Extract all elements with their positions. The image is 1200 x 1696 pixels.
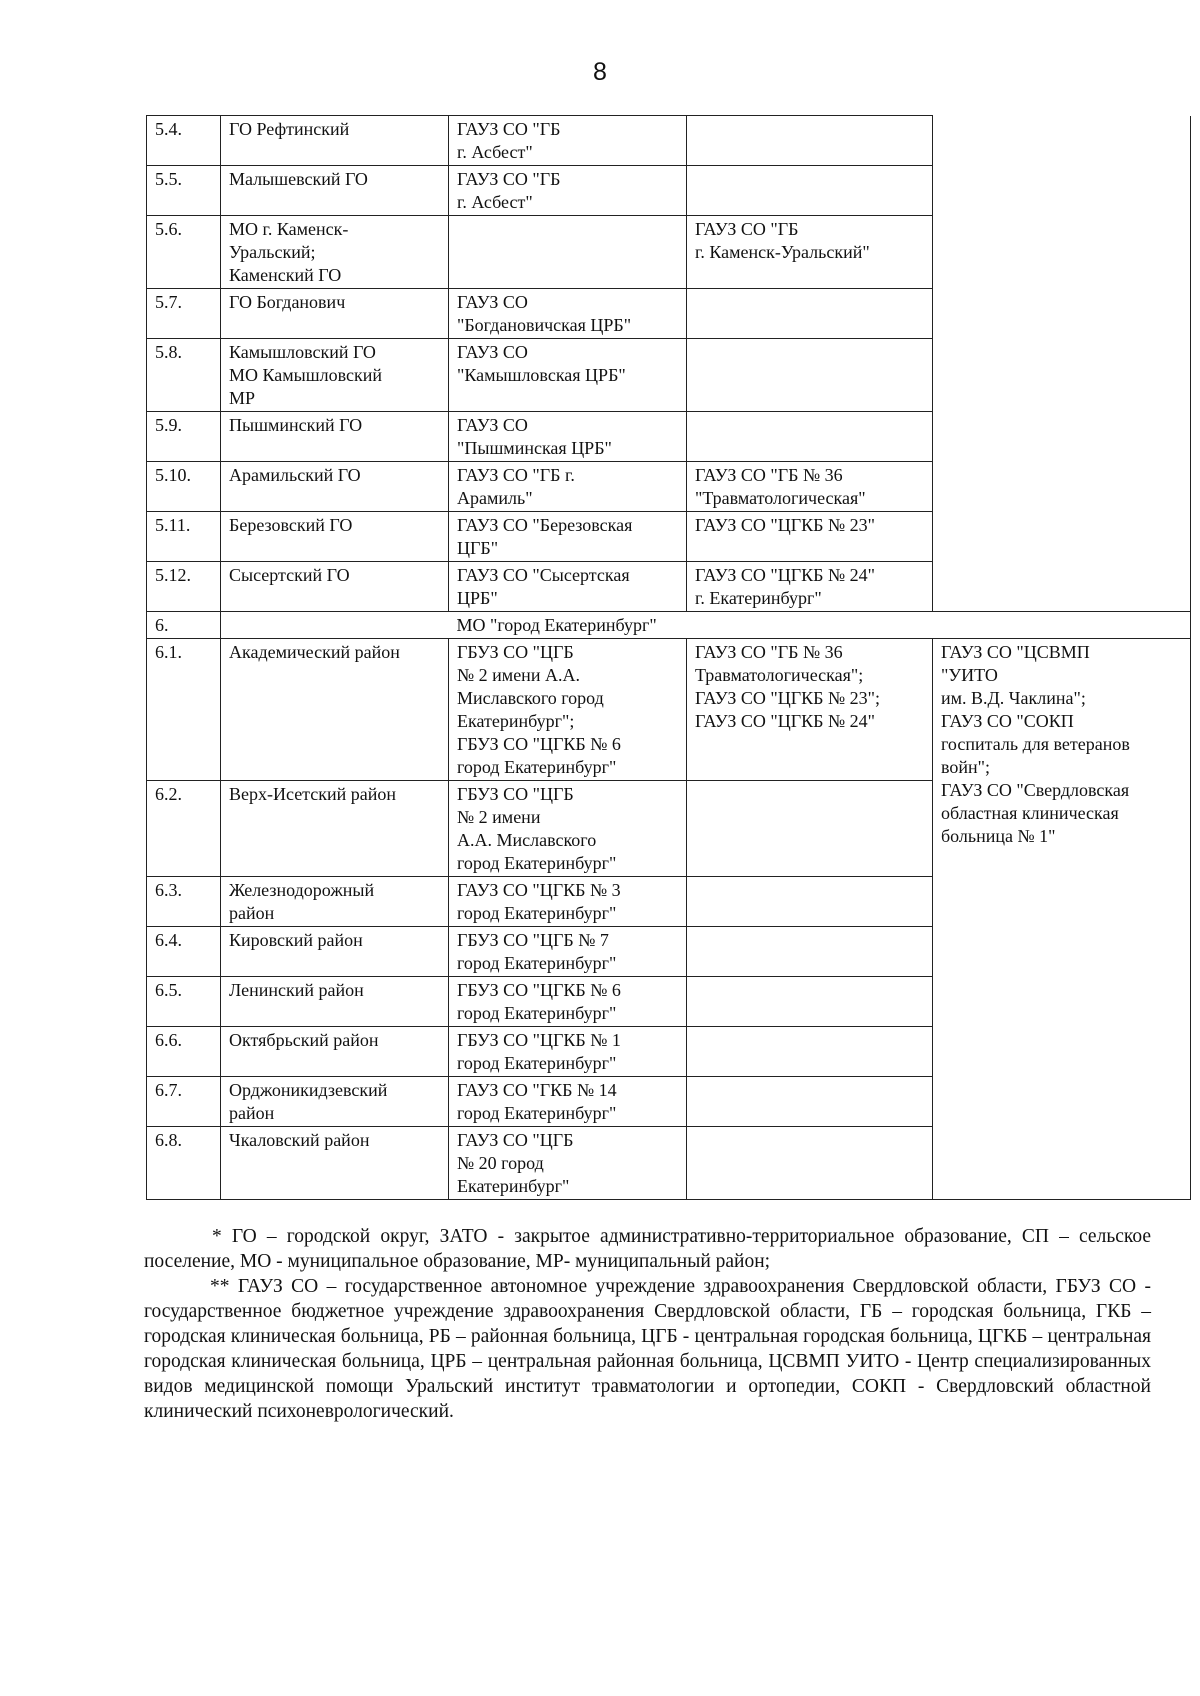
primary-hospital-cell: ГАУЗ СО "ЦГКБ № 3 город Екатеринбург" [449, 877, 687, 927]
secondary-hospital-cell: ГАУЗ СО "ГБ г. Каменск-Уральский" [687, 216, 933, 289]
municipality-cell: ГО Богданович [221, 289, 449, 339]
row-number: 6.2. [147, 781, 221, 877]
row-number: 6.4. [147, 927, 221, 977]
tertiary-hospital-cell [933, 562, 1191, 612]
row-number: 6.1. [147, 639, 221, 781]
tertiary-hospital-cell [933, 462, 1191, 512]
table-row [147, 339, 1191, 412]
row-number: 5.7. [147, 289, 221, 339]
district-cell: Чкаловский район [221, 1127, 449, 1200]
row-number: 5.10. [147, 462, 221, 512]
primary-hospital-cell [449, 216, 687, 289]
hospital-routing-table [146, 115, 1191, 1200]
row-number: 5.9. [147, 412, 221, 462]
secondary-hospital-cell: ГАУЗ СО "ГБ № 36 Травматологическая"; ГАУЗ СО "ЦГКБ № 23"; ГАУЗ СО "ЦГКБ № 24" [687, 639, 933, 781]
primary-hospital-cell: ГАУЗ СО "Богдановичская ЦРБ" [449, 289, 687, 339]
row-number: 5.11. [147, 512, 221, 562]
row-number: 6.5. [147, 977, 221, 1027]
primary-hospital-cell: ГАУЗ СО "ГБ г. Асбест" [449, 166, 687, 216]
row-number: 5.12. [147, 562, 221, 612]
secondary-hospital-cell: ГАУЗ СО "ЦГКБ № 23" [687, 512, 933, 562]
row-number: 6.8. [147, 1127, 221, 1200]
district-cell: Железнодорожный район [221, 877, 449, 927]
municipality-cell: Сысертский ГО [221, 562, 449, 612]
municipality-cell: ГО Рефтинский [221, 116, 449, 166]
secondary-hospital-cell: ГАУЗ СО "ГБ № 36 "Травматологическая" [687, 462, 933, 512]
district-cell: Октябрьский район [221, 1027, 449, 1077]
row-number: 6.6. [147, 1027, 221, 1077]
table-row [147, 639, 1191, 781]
table-row [147, 512, 1191, 562]
row-number: 5.5. [147, 166, 221, 216]
secondary-hospital-cell [687, 339, 933, 412]
table-row [147, 412, 1191, 462]
tertiary-hospital-cell [933, 512, 1191, 562]
municipality-cell: Арамильский ГО [221, 462, 449, 512]
page-number: 8 [593, 58, 607, 86]
primary-hospital-cell: ГБУЗ СО "ЦГБ № 7 город Екатеринбург" [449, 927, 687, 977]
secondary-hospital-cell [687, 166, 933, 216]
tertiary-hospital-cell [933, 216, 1191, 289]
row-number: 5.6. [147, 216, 221, 289]
municipality-cell: Камышловский ГО МО Камышловский МР [221, 339, 449, 412]
table-row [147, 562, 1191, 612]
table-row [147, 116, 1191, 166]
secondary-hospital-cell [687, 877, 933, 927]
section-row [147, 612, 1191, 639]
tertiary-hospital-cell [933, 289, 1191, 339]
primary-hospital-cell: ГБУЗ СО "ЦГБ № 2 имени А.А. Миславского город Екатеринбург" [449, 781, 687, 877]
primary-hospital-cell: ГАУЗ СО "Сысертская ЦРБ" [449, 562, 687, 612]
municipality-cell: Малышевский ГО [221, 166, 449, 216]
primary-hospital-cell: ГАУЗ СО "ГКБ № 14 город Екатеринбург" [449, 1077, 687, 1127]
district-cell: Верх-Исетский район [221, 781, 449, 877]
primary-hospital-cell: ГАУЗ СО "Березовская ЦГБ" [449, 512, 687, 562]
footnote-abbreviations-institutions: ** ГАУЗ СО – государственное автономное учреждение здравоохранения Свердловской области, ГБУЗ СО - государственное бюджетное учреждение здравоохранения Свердловской области, ГБ – городская больница, ГКБ – городская клиническая больница, РБ – районная больница, ЦГБ - центральная городская больница, ЦГКБ – центральная городская клиническая больница, ЦРБ – центральная районная больница, ЦСВМП УИТО - Центр специализированных видов медицинской помощи Уральский институт травматологии и ортопедии, СОКП - Свердловский областной клинический психоневрологический. [144, 1276, 1151, 1422]
municipality-cell: Березовский ГО [221, 512, 449, 562]
secondary-hospital-cell [687, 977, 933, 1027]
district-cell: Орджоникидзевский район [221, 1077, 449, 1127]
primary-hospital-cell: ГБУЗ СО "ЦГКБ № 1 город Екатеринбург" [449, 1027, 687, 1077]
secondary-hospital-cell [687, 289, 933, 339]
primary-hospital-cell: ГАУЗ СО "Камышловская ЦРБ" [449, 339, 687, 412]
secondary-hospital-cell [687, 116, 933, 166]
secondary-hospital-cell: ГАУЗ СО "ЦГКБ № 24" г. Екатеринбург" [687, 562, 933, 612]
footnotes [144, 1224, 1151, 1424]
table-row [147, 216, 1191, 289]
secondary-hospital-cell [687, 1027, 933, 1077]
section-title-cell: МО "город Екатеринбург" [449, 612, 1191, 639]
district-cell: Ленинский район [221, 977, 449, 1027]
tertiary-hospital-cell [933, 116, 1191, 166]
secondary-hospital-cell [687, 781, 933, 877]
row-number: 5.8. [147, 339, 221, 412]
municipality-cell: МО г. Каменск- Уральский; Каменский ГО [221, 216, 449, 289]
primary-hospital-cell: ГАУЗ СО "ЦГБ № 20 город Екатеринбург" [449, 1127, 687, 1200]
row-number: 6.7. [147, 1077, 221, 1127]
secondary-hospital-cell [687, 412, 933, 462]
district-cell: Кировский район [221, 927, 449, 977]
primary-hospital-cell: ГБУЗ СО "ЦГБ № 2 имени А.А. Миславского город Екатеринбург"; ГБУЗ СО "ЦГКБ № 6 город Екатеринбург" [449, 639, 687, 781]
table-row [147, 166, 1191, 216]
secondary-hospital-cell [687, 927, 933, 977]
tertiary-hospital-cell [933, 166, 1191, 216]
tertiary-hospital-cell: ГАУЗ СО "ЦСВМП "УИТО им. В.Д. Чаклина"; ГАУЗ СО "СОКП госпиталь для ветеранов войн"; ГАУЗ СО "Свердловская областная клиническая больница № 1" [933, 639, 1191, 1200]
district-cell: Академический район [221, 639, 449, 781]
secondary-hospital-cell [687, 1077, 933, 1127]
primary-hospital-cell: ГАУЗ СО "Пышминская ЦРБ" [449, 412, 687, 462]
primary-hospital-cell: ГБУЗ СО "ЦГКБ № 6 город Екатеринбург" [449, 977, 687, 1027]
municipality-cell: Пышминский ГО [221, 412, 449, 462]
row-number: 6.3. [147, 877, 221, 927]
section-spacer-cell [221, 612, 449, 639]
table-body [147, 116, 1191, 1200]
secondary-hospital-cell [687, 1127, 933, 1200]
row-number: 5.4. [147, 116, 221, 166]
footnote-abbreviations-territory: * ГО – городской округ, ЗАТО - закрытое административно-территориальное образование, СП – сельское поселение, МО - муниципальное образование, МР- муниципальный район; [144, 1226, 1151, 1272]
table-row [147, 462, 1191, 512]
table-row [147, 289, 1191, 339]
primary-hospital-cell: ГАУЗ СО "ГБ г. Асбест" [449, 116, 687, 166]
primary-hospital-cell: ГАУЗ СО "ГБ г. Арамиль" [449, 462, 687, 512]
tertiary-hospital-cell [933, 412, 1191, 462]
section-number: 6. [147, 612, 221, 639]
tertiary-hospital-cell [933, 339, 1191, 412]
